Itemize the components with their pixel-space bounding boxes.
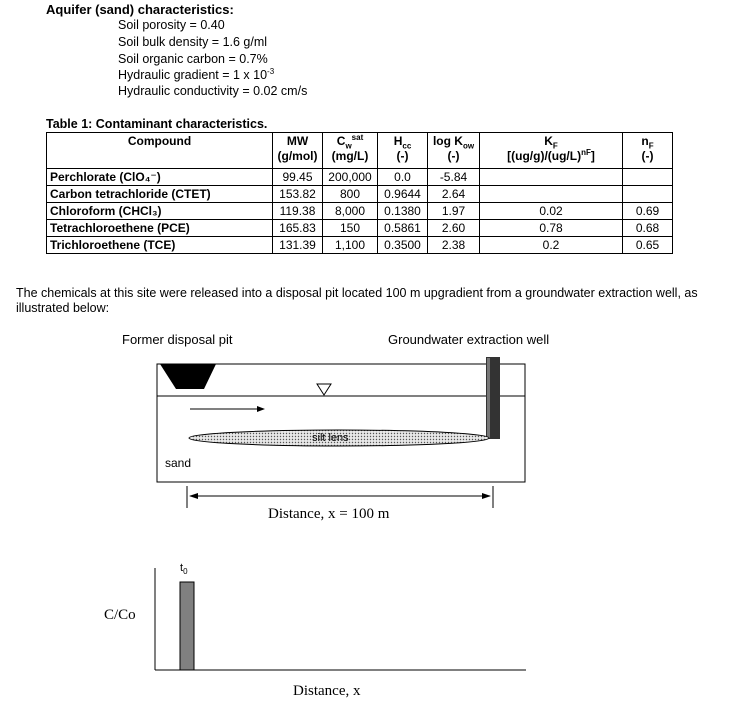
- mw-cell: 131.39: [273, 237, 323, 254]
- soil-bulk-density: Soil bulk density = 1.6 g/ml: [118, 35, 268, 49]
- disposal-pit: [160, 364, 216, 389]
- silt-lens-label: silt lens: [312, 432, 349, 444]
- well-label: Groundwater extraction well: [388, 332, 550, 347]
- compound-cell: Perchlorate (ClO₄⁻): [47, 169, 273, 186]
- cw-cell: 800: [323, 186, 378, 203]
- kow-cell: 2.64: [428, 186, 480, 203]
- hcc-cell: 0.5861: [378, 220, 428, 237]
- sand-label: sand: [165, 456, 192, 470]
- kf-cell: 0.2: [480, 237, 623, 254]
- water-table-icon: [317, 384, 331, 395]
- nf-cell: 0.65: [623, 237, 673, 254]
- distance-arrow-left-icon: [189, 493, 198, 499]
- flow-arrow-head-icon: [257, 406, 265, 412]
- soil-organic-carbon: Soil organic carbon = 0.7%: [118, 52, 268, 66]
- nf-cell: 0.68: [623, 220, 673, 237]
- kow-cell: 1.97: [428, 203, 480, 220]
- compound-cell: Carbon tetrachloride (CTET): [47, 186, 273, 203]
- initial-pulse-bar: [180, 582, 194, 670]
- hcc-cell: 0.9644: [378, 186, 428, 203]
- kf-cell: 0.78: [480, 220, 623, 237]
- compound-cell: Chloroform (CHCl₃): [47, 203, 273, 220]
- cw-cell: 8,000: [323, 203, 378, 220]
- description-paragraph: The chemicals at this site were released into a disposal pit located 100 m upgradient from a groundwater extraction well, as illustrated below:: [16, 286, 698, 315]
- y-axis-label: C/Co: [104, 607, 136, 623]
- col-nf: $n_F$ (-): [623, 133, 673, 169]
- kow-cell: 2.60: [428, 220, 480, 237]
- compound-cell: Tetrachloroethene (PCE): [47, 220, 273, 237]
- distance-label: Distance, x = 100 m: [268, 506, 390, 522]
- col-log-kow: $\log K_{ow}$ (-): [428, 133, 480, 169]
- hydraulic-gradient: Hydraulic gradient = 1 x $10^{-3}$: [118, 66, 275, 82]
- col-mw: MW (g/mol): [273, 133, 323, 169]
- mw-cell: 153.82: [273, 186, 323, 203]
- col-compound: Compound: [47, 133, 273, 169]
- table-caption: Table 1: Contaminant characteristics.: [46, 117, 268, 131]
- col-cw-sat: $C_w^{sat}$ (mg/L): [323, 133, 378, 169]
- hcc-cell: 0.3500: [378, 237, 428, 254]
- cw-cell: 150: [323, 220, 378, 237]
- hydraulic-conductivity: Hydraulic conductivity = 0.02 cm/s: [118, 84, 308, 98]
- mw-cell: 99.45: [273, 169, 323, 186]
- kow-cell: 2.38: [428, 237, 480, 254]
- hcc-cell: 0.1380: [378, 203, 428, 220]
- mw-cell: 165.83: [273, 220, 323, 237]
- aquifer-heading: Aquifer (sand) characteristics:: [46, 2, 234, 17]
- soil-porosity: Soil porosity = 0.40: [118, 18, 225, 32]
- t0-label: $t_0$: [180, 562, 188, 577]
- kow-cell: -5.84: [428, 169, 480, 186]
- compound-cell: Trichloroethene (TCE): [47, 237, 273, 254]
- x-axis-label: Distance, x: [293, 683, 361, 699]
- pit-label: Former disposal pit: [122, 332, 233, 347]
- nf-cell: 0.69: [623, 203, 673, 220]
- cw-cell: 1,100: [323, 237, 378, 254]
- aquifer-box: [157, 364, 525, 482]
- distance-arrow-right-icon: [482, 493, 491, 499]
- col-hcc: $H_{cc}$ (-): [378, 133, 428, 169]
- mw-cell: 119.38: [273, 203, 323, 220]
- col-kf: $K_F$ $[(ug/g)/(ug/L)^{nF}]$: [480, 133, 623, 169]
- kf-cell: 0.02: [480, 203, 623, 220]
- cw-cell: 200,000: [323, 169, 378, 186]
- hcc-cell: 0.0: [378, 169, 428, 186]
